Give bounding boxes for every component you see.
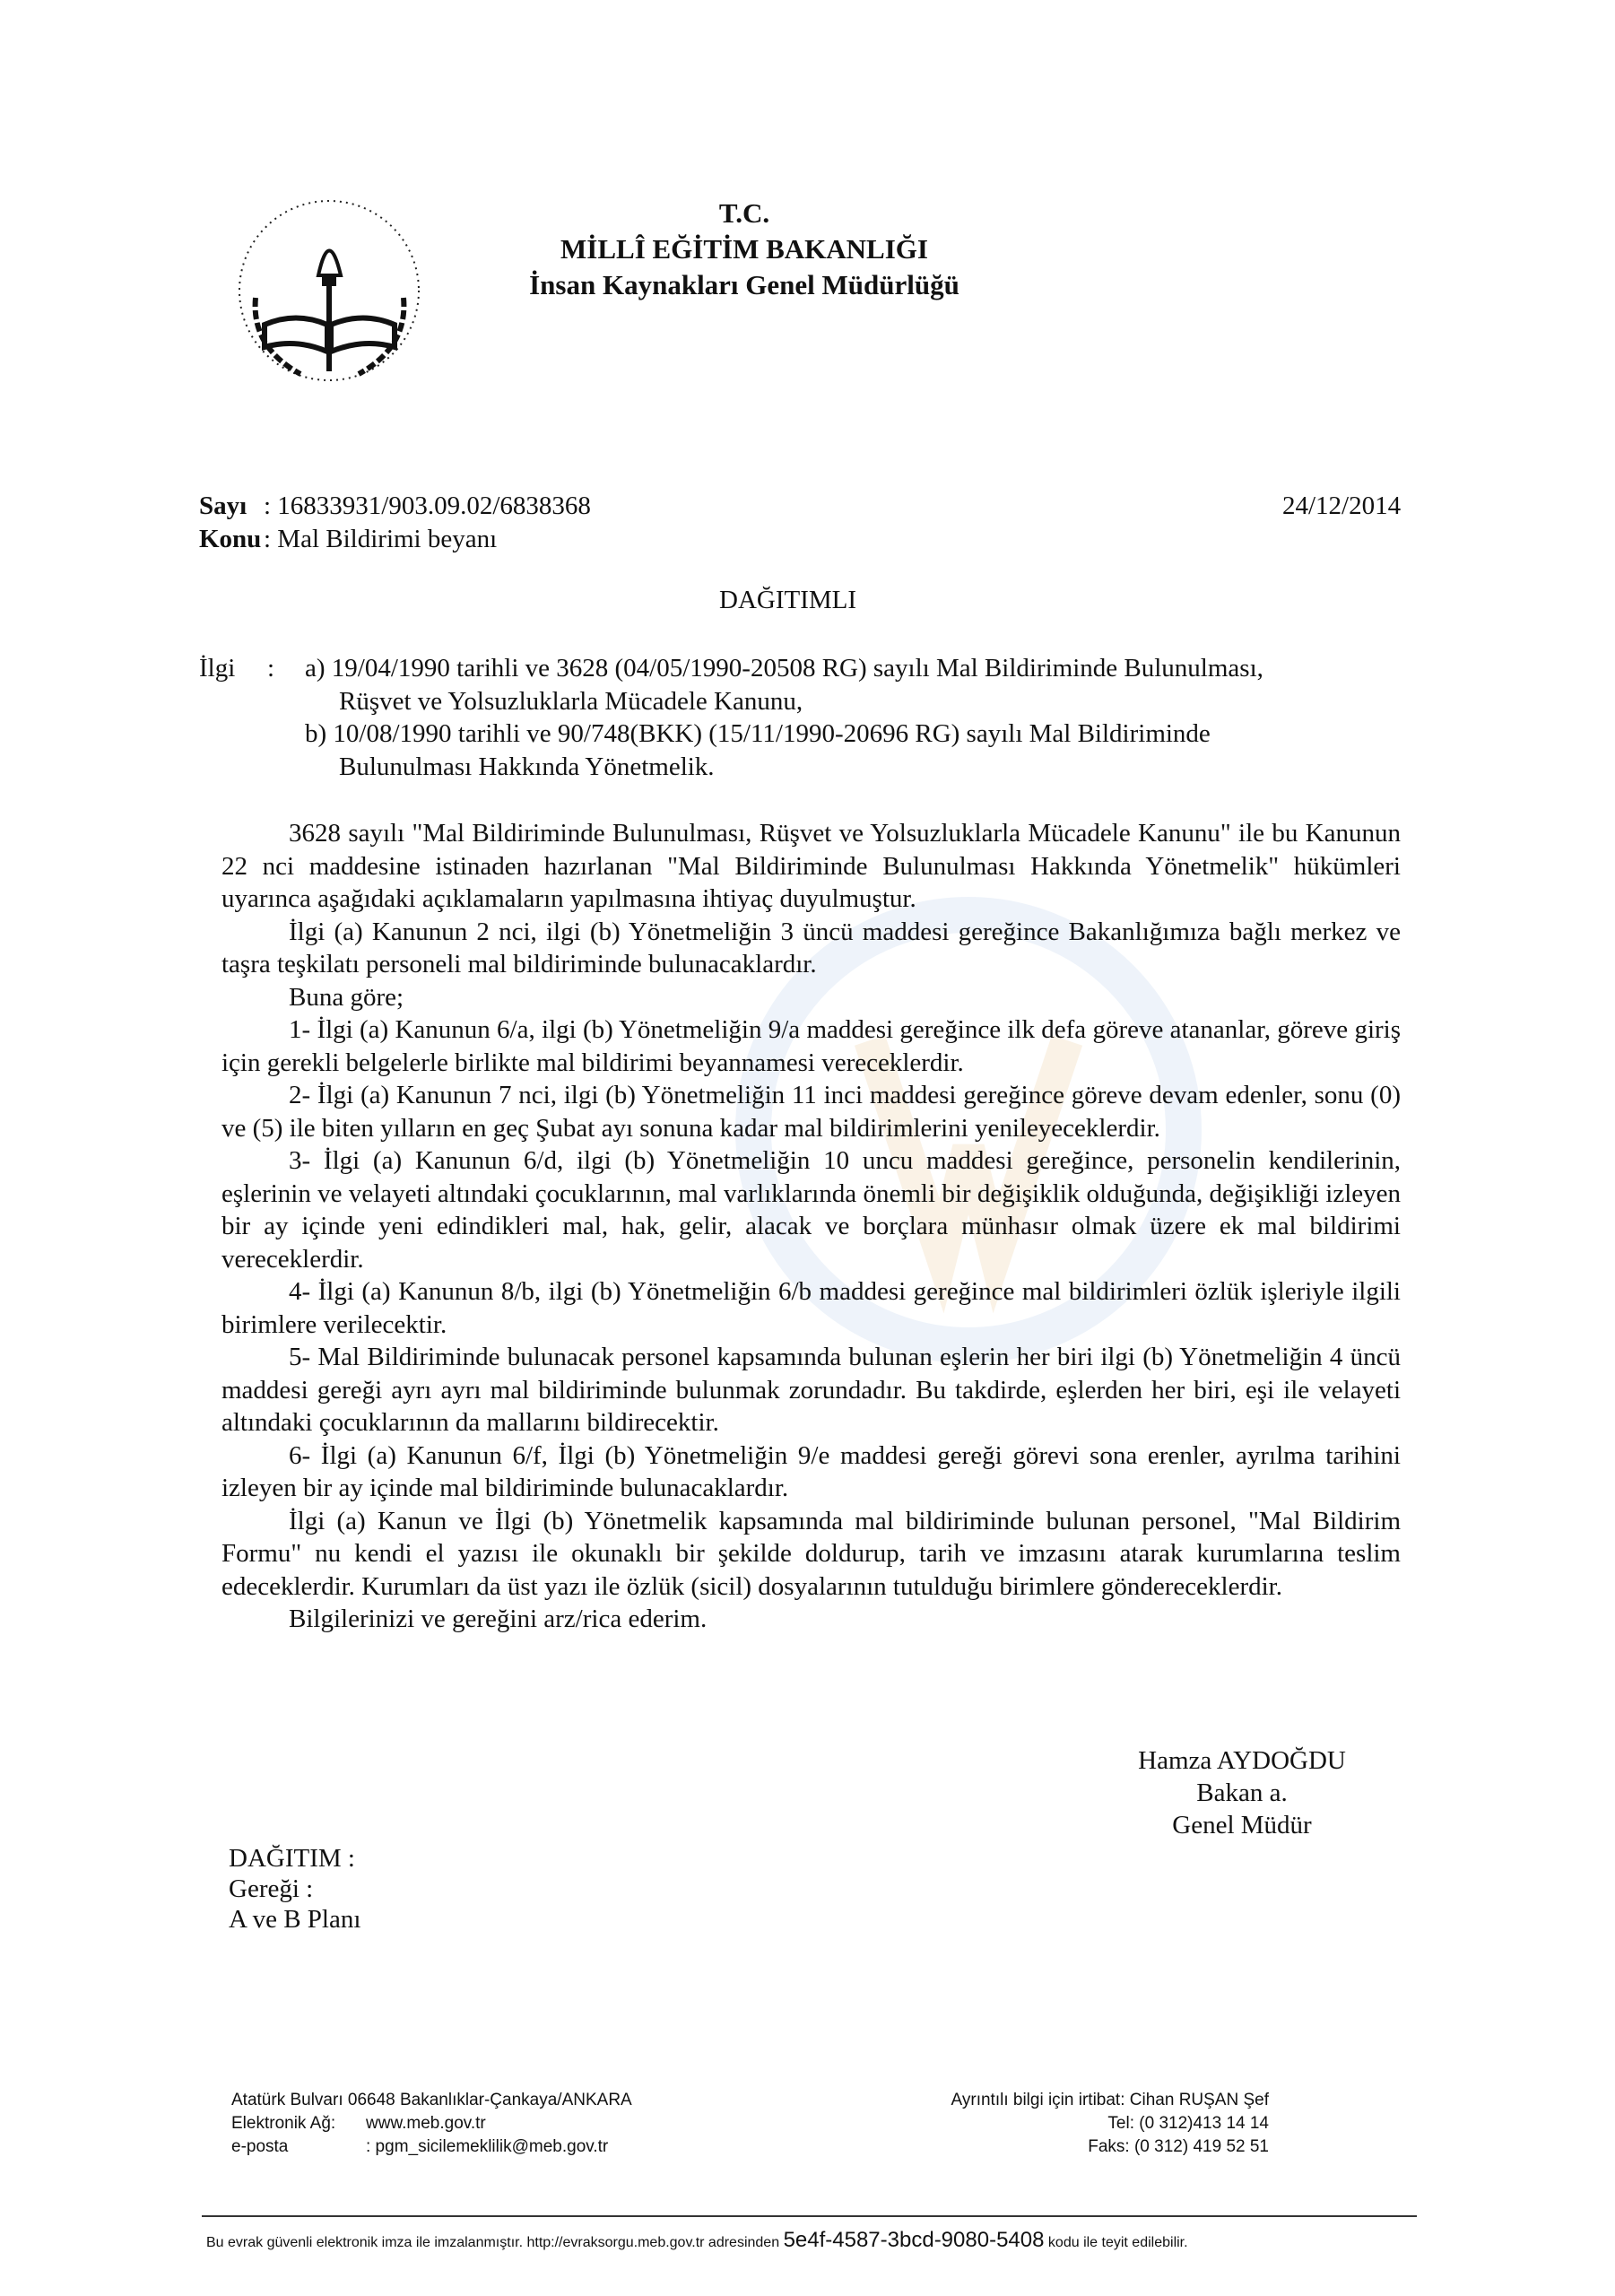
list-item-3: 3- İlgi (a) Kanunun 6/d, ilgi (b) Yönetmeliğin 10 uncu maddesi gereğince, personelin kendilerinin, eşlerinin ve velayeti altındaki çocuklarının, mal varlıklarında önemli bir değişiklik olduğunda, değişikliği izleyen bir ay içinde yeni edindikleri mal, hak, gelir, alacak ve borçlara münhasır olmak üzere ek mal bildirimi vereceklerdir. <box>221 1146 1401 1274</box>
verification-note <box>206 2228 1426 2253</box>
signer-name: Hamza AYDOĞDU <box>1138 1746 1346 1775</box>
footer-web-link[interactable]: www.meb.gov.tr <box>366 2114 486 2133</box>
letter-body <box>221 817 1401 1636</box>
verification-prefix: Bu evrak güvenli elektronik imza ile imzalanmıştır. http://evraksorgu.meb.gov.tr adresinden <box>206 2235 780 2250</box>
distribution-heading: DAĞITIMLI <box>719 586 857 614</box>
list-item-4: 4- İlgi (a) Kanunun 8/b, ilgi (b) Yönetmeliğin 6/b maddesi gereğince mal bildirimleri özlük işleriyle ilgili birimlere verilecektir. <box>221 1277 1401 1339</box>
footer-tel: Tel: (0 312)413 14 14 <box>1107 2114 1269 2133</box>
list-item-2: 2- İlgi (a) Kanunun 7 nci, ilgi (b) Yönetmeliğin 11 inci maddesi gereğince göreve devam edenler, sonu (0) ve (5) ile biten yılların en geç Şubat ayı sonuna kadar mal bildirimlerini yenileyeceklerdir. <box>221 1081 1401 1143</box>
paragraph-intro: 3628 sayılı "Mal Bildiriminde Bulunulması, Rüşvet ve Yolsuzluklarla Mücadele Kanunu" ile bu Kanunun 22 nci maddesine istinaden hazırlanan "Mal Bildiriminde Bulunulması Hakkında Yönetmelik" hükümleri uyarınca aşağıdaki açıklamaların yapılmasına ihtiyaç duyulmuştur. <box>221 819 1401 913</box>
paragraph-scope: İlgi (a) Kanunun 2 nci, ilgi (b) Yönetmeliğin 3 üncü maddesi gereğince Bakanlığımıza bağlı merkez ve taşra teşkilatı personeli mal bildiriminde bulunacaklardır. <box>221 917 1401 978</box>
verification-suffix: kodu ile teyit edilebilir. <box>1047 2235 1188 2250</box>
footer-email-label: e-posta <box>231 2137 289 2156</box>
reference-colon: : <box>267 654 275 683</box>
list-item-5: 5- Mal Bildiriminde bulunacak personel kapsamında bulunan eşlerin her biri ilgi (b) Yönetmeliğin 4 üncü maddesi gereği ayrı ayrı mal bildiriminde bulunmak zorundadır. Bu takdirde, eşlerden her biri, eşi ile velayeti altındaki çocuklarının da mallarını bildirecektir. <box>221 1343 1401 1437</box>
distribution-label: DAĞITIM : <box>229 1844 355 1873</box>
footer-web-label: Elektronik Ağ: <box>231 2114 336 2133</box>
list-item-1: 1- İlgi (a) Kanunun 6/a, ilgi (b) Yönetmeliğin 9/a maddesi gereğince ilk defa göreve atananlar, göreve giriş için gerekli belgelerle birlikte mal bildirimi beyannamesi vereceklerdir. <box>221 1015 1401 1077</box>
footer-contact-person: Ayrıntılı bilgi için irtibat: Cihan RUŞAN Şef <box>951 2091 1269 2109</box>
reference-b-line1: b) 10/08/1990 tarihli ve 90/748(BKK) (15/11/1990-20696 RG) sayılı Mal Bildiriminde <box>305 719 1211 748</box>
paragraph-closing: Bilgilerinizi ve gereğini arz/rica ederim. <box>289 1605 708 1633</box>
distribution-line-1: Gereği : <box>229 1874 314 1903</box>
distribution-block <box>229 1843 360 1935</box>
footer-fax: Faks: (0 312) 419 52 51 <box>1088 2137 1269 2156</box>
footer-email-link[interactable]: : pgm_sicilemeklilik@meb.gov.tr <box>366 2137 609 2156</box>
reference-a-line1: a) 19/04/1990 tarihli ve 3628 (04/05/1990-20508 RG) sayılı Mal Bildiriminde Bulunulması, <box>305 654 1263 683</box>
tc-heading: T.C. <box>718 197 770 229</box>
directorate-name: İnsan Kaynakları Genel Müdürlüğü <box>529 269 959 300</box>
list-item-6: 6- İlgi (a) Kanunun 6/f, İlgi (b) Yönetmeliğin 9/e maddesi gereği görevi sona erenler, ayrılma tarihini izleyen bir ay içinde mal bildiriminde bulunacaklardır. <box>221 1440 1401 1502</box>
number-value: : 16833931/903.09.02/6838368 <box>264 491 591 520</box>
ministry-name: MİLLÎ EĞİTİM BAKANLIĞI <box>560 233 928 265</box>
reference-label: İlgi <box>199 654 236 683</box>
footer-contact-right <box>829 2089 1269 2159</box>
subject-value: : Mal Bildirimi beyanı <box>264 525 498 553</box>
footer-divider <box>202 2215 1417 2217</box>
document-number <box>199 491 591 521</box>
number-label: Sayı <box>199 491 247 520</box>
paragraph-form: İlgi (a) Kanun ve İlgi (b) Yönetmelik kapsamında mal bildiriminde bulunan personel, "Mal Bildirim Formu" nu kendi el yazısı ile okunaklı bir şekilde doldurup, tarih ve imzasını atarak kurumlarına teslim edeceklerdir. Kurumları da üst yazı ile özlük (sicil) dosyalarının tutulduğu birimlere göndereceklerdir. <box>221 1506 1401 1601</box>
reference-b-line2: Bulunulması Hakkında Yönetmelik. <box>339 752 715 781</box>
distribution-line-2: A ve B Planı <box>229 1905 361 1934</box>
verification-code: 5e4f-4587-3bcd-9080-5408 <box>783 2228 1045 2252</box>
paragraph-accordingly: Buna göre; <box>289 982 404 1012</box>
footer-contact-left <box>231 2089 769 2159</box>
signer-title-2: Genel Müdür <box>1172 1811 1312 1839</box>
reference-block <box>199 652 1401 783</box>
reference-a-line2: Rüşvet ve Yolsuzluklarla Mücadele Kanunu, <box>339 686 803 716</box>
footer-address: Atatürk Bulvarı 06648 Bakanlıklar-Çankaya/ANKARA <box>231 2091 632 2109</box>
document-subject <box>199 525 497 554</box>
document-date: 24/12/2014 <box>1282 491 1402 520</box>
ministry-seal-icon <box>229 190 430 392</box>
subject-label: Konu <box>199 525 262 553</box>
signer-title-1: Bakan a. <box>1196 1779 1288 1807</box>
signature-block <box>1072 1744 1412 1841</box>
